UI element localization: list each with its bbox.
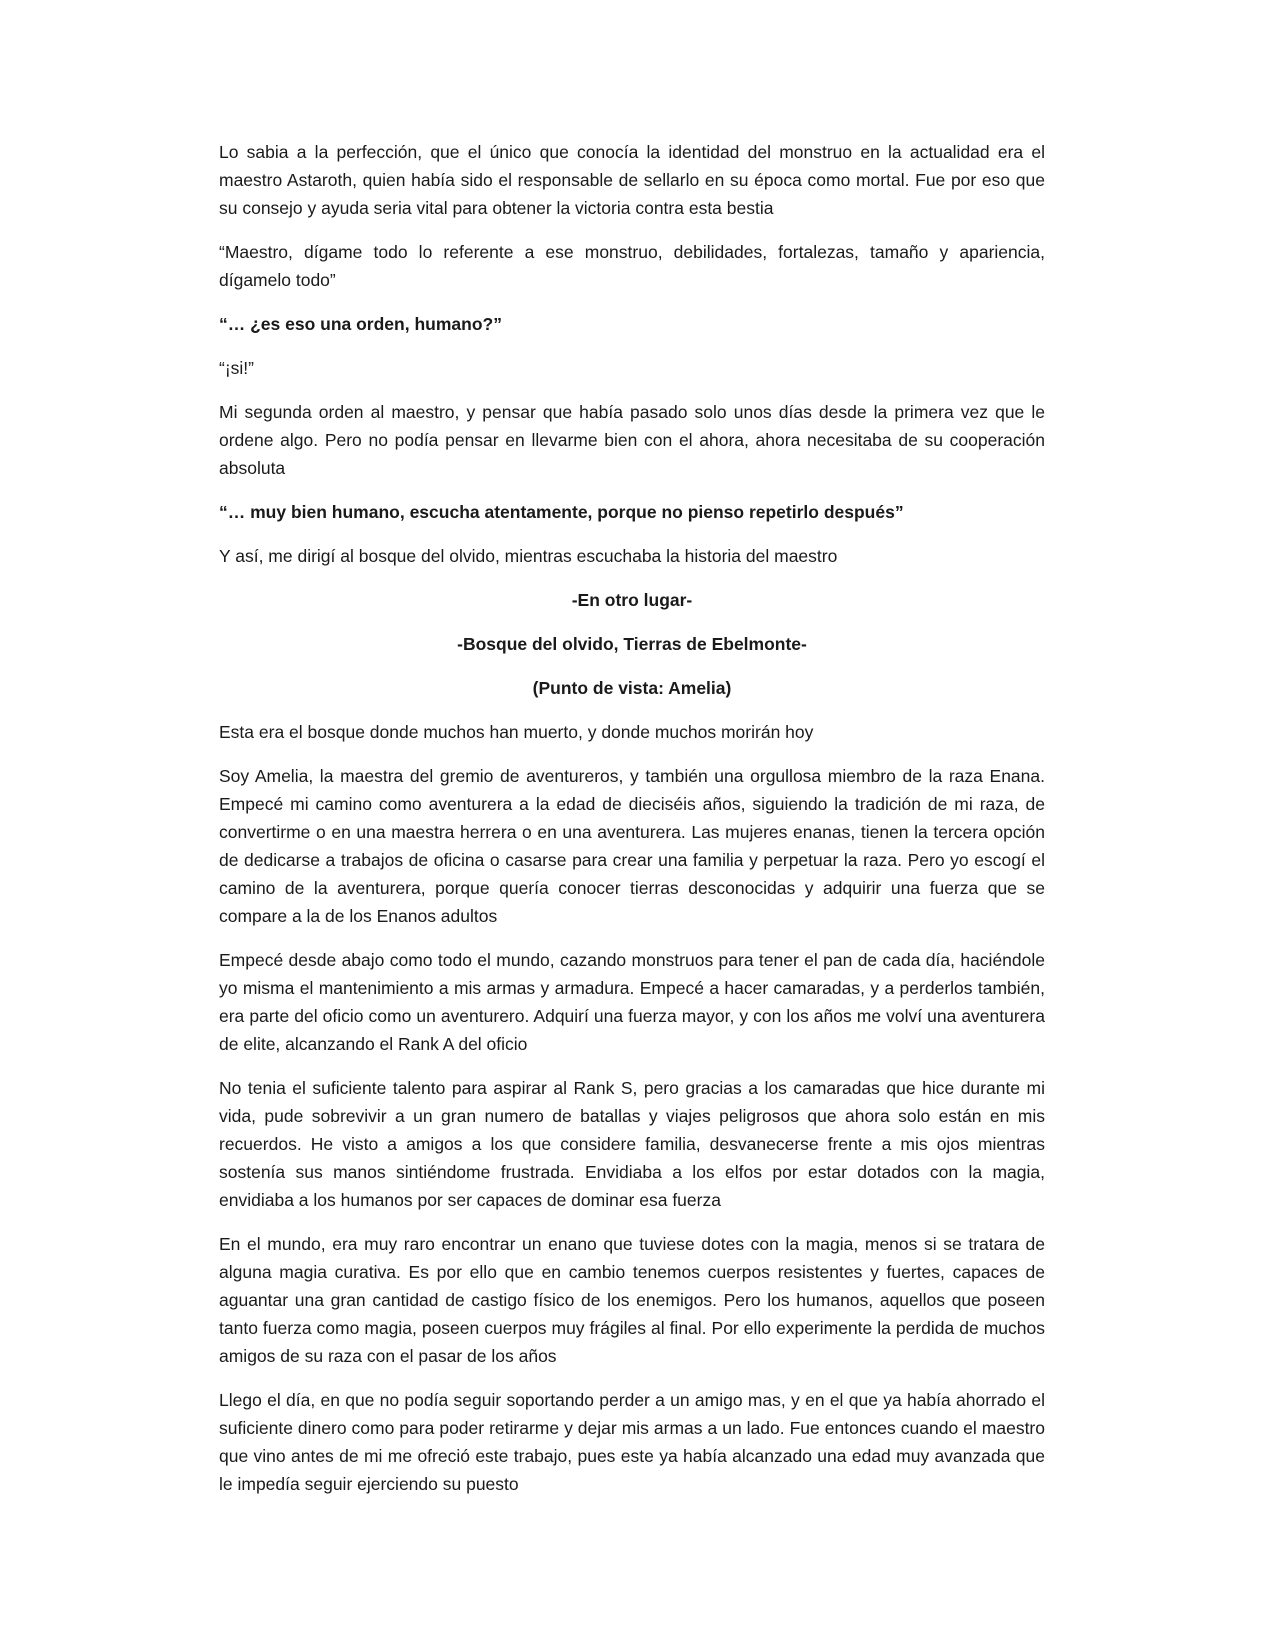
location-heading: -Bosque del olvido, Tierras de Ebelmonte- [457, 634, 807, 654]
paragraph-dialogue: “¡si!” [219, 358, 254, 378]
paragraph-narration: No tenia el suficiente talento para aspirar al Rank S, pero gracias a los camaradas que hice durante mi vida, pude sobrevivir a un gran numero de batallas y viajes peligrosos que ahora solo están en mis recuerdos. He visto a amigos a los que considere familia, desvanecerse frente a mis ojos mientras sostenía sus manos sintiéndome frustrada. Envidiaba a los elfos por estar dotados con la magia, envidiaba a los humanos por ser capaces de dominar esa fuerza [219, 1078, 1045, 1210]
paragraph-dialogue-bold: “… muy bien humano, escucha atentamente, porque no pienso repetirlo después” [219, 502, 904, 522]
paragraph-narration: Esta era el bosque donde muchos han muerto, y donde muchos morirán hoy [219, 722, 814, 742]
document-body [219, 138, 1045, 1514]
paragraph-dialogue: “Maestro, dígame todo lo referente a ese monstruo, debilidades, fortalezas, tamaño y apariencia, dígamelo todo” [219, 242, 1045, 290]
paragraph-narration: Lo sabia a la perfección, que el único que conocía la identidad del monstruo en la actualidad era el maestro Astaroth, quien había sido el responsable de sellarlo en su época como mortal. Fue por eso que su consejo y ayuda seria vital para obtener la victoria contra esta bestia [219, 142, 1045, 218]
paragraph-narration: Y así, me dirigí al bosque del olvido, mientras escuchaba la historia del maestro [219, 546, 838, 566]
paragraph-narration: Mi segunda orden al maestro, y pensar que había pasado solo unos días desde la primera vez que le ordene algo. Pero no podía pensar en llevarme bien con el ahora, ahora necesitaba de su cooperación absoluta [219, 402, 1045, 478]
paragraph-narration: Empecé desde abajo como todo el mundo, cazando monstruos para tener el pan de cada día, haciéndole yo misma el mantenimiento a mis armas y armadura. Empecé a hacer camaradas, y a perderlos también, era parte del oficio como un aventurero. Adquirí una fuerza mayor, y con los años me volví una aventurera de elite, alcanzando el Rank A del oficio [219, 950, 1045, 1054]
paragraph-dialogue-bold: “… ¿es eso una orden, humano?” [219, 314, 502, 334]
paragraph-narration: En el mundo, era muy raro encontrar un enano que tuviese dotes con la magia, menos si se tratara de alguna magia curativa. Es por ello que en cambio tenemos cuerpos resistentes y fuertes, capaces de aguantar una gran cantidad de castigo físico de los enemigos. Pero los humanos, aquellos que poseen tanto fuerza como magia, poseen cuerpos muy frágiles al final. Por ello experimente la perdida de muchos amigos de su raza con el pasar de los años [219, 1234, 1045, 1366]
scene-heading: -En otro lugar- [571, 590, 693, 610]
paragraph-narration: Llego el día, en que no podía seguir soportando perder a un amigo mas, y en el que ya había ahorrado el suficiente dinero como para poder retirarme y dejar mis armas a un lado. Fue entonces cuando el maestro que vino antes de mi me ofreció este trabajo, pues este ya había alcanzado una edad muy avanzada que le impedía seguir ejerciendo su puesto [219, 1390, 1045, 1494]
paragraph-narration: Soy Amelia, la maestra del gremio de aventureros, y también una orgullosa miembro de la raza Enana. Empecé mi camino como aventurera a la edad de dieciséis años, siguiendo la tradición de mi raza, de convertirme o en una maestra herrera o en una aventurera. Las mujeres enanas, tienen la tercera opción de dedicarse a trabajos de oficina o casarse para crear una familia y perpetuar la raza. Pero yo escogí el camino de la aventurera, porque quería conocer tierras desconocidas y adquirir una fuerza que se compare a la de los Enanos adultos [219, 766, 1045, 926]
point-of-view-heading: (Punto de vista: Amelia) [532, 678, 732, 698]
